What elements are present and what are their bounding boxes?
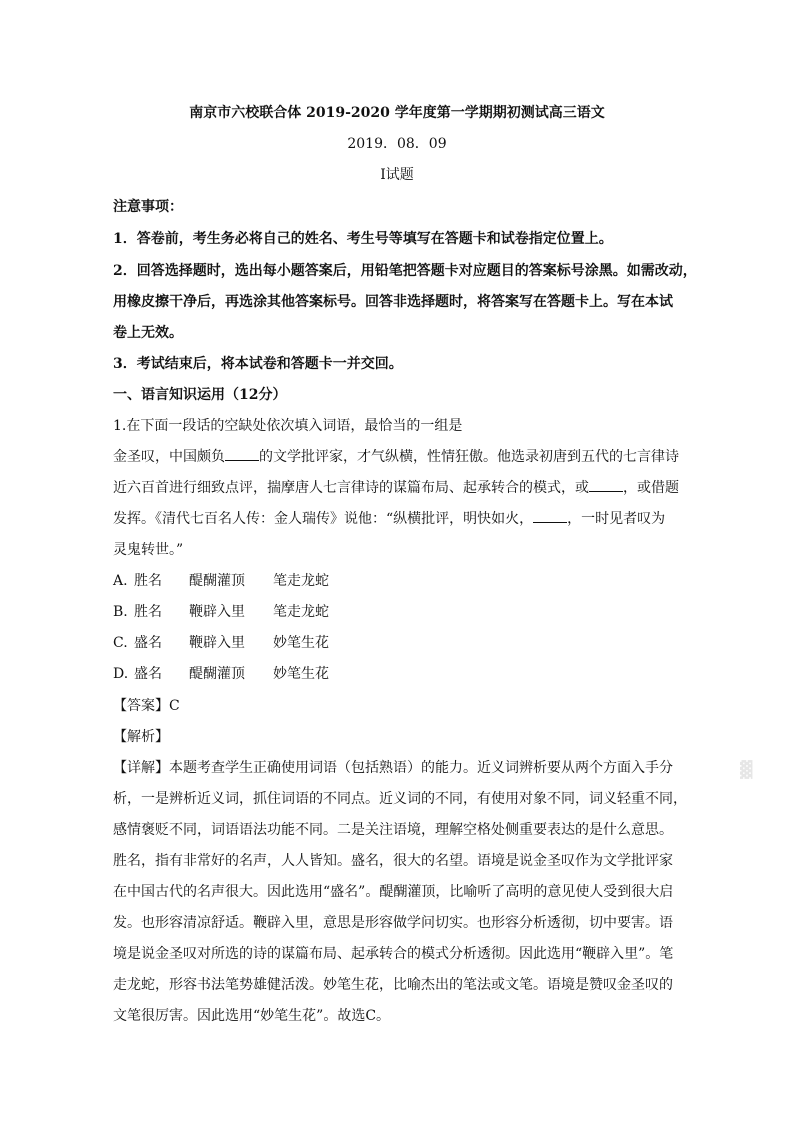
watermark-mark: ▓ xyxy=(740,760,753,779)
section-heading: 一、语言知识运用（12分） xyxy=(113,387,287,403)
option-letter: D. xyxy=(113,666,129,682)
question-paragraph-line xyxy=(113,448,679,466)
analysis-line: 走龙蛇，形容书法笔势雄健活泼。妙笔生花，比喻杰出的笔法或文笔。语境是赞叹金圣叹的 xyxy=(113,977,673,993)
paragraph-text: 近六百首进行细致点评，揣摩唐人七言律诗的谋篇布局、起承转合的模式，或 xyxy=(113,480,589,496)
option-word-1: 胜名 xyxy=(134,604,162,620)
paragraph-text: 发挥。《清代七百名人传：金人瑞传》说他：“纵横批评，明快如火， xyxy=(113,511,534,527)
document-title: 南京市六校联合体 2019-2020 学年度第一学期期初测试高三语文 xyxy=(189,105,605,121)
option-word-1: 盛名 xyxy=(134,666,162,682)
analysis-line: 析，一是辨析近义词，抓住词语的不同点。近义词的不同，有使用对象不同，词义轻重不同， xyxy=(113,791,687,807)
analysis-heading: 【解析】 xyxy=(113,729,169,745)
analysis-line: 【详解】本题考查学生正确使用词语（包括熟语）的能力。近义词辨析要从两个方面入手分 xyxy=(113,760,673,776)
analysis-line: 感情褒贬不同，词语语法功能不同。二是关注语境，理解空格处侧重要表达的是什么意思。 xyxy=(113,822,673,838)
paragraph-text: 的文学批评家，才气纵横，性情狂傲。他选录初唐到五代的七言律诗 xyxy=(259,449,679,465)
paragraph-text: ，或借题 xyxy=(623,480,679,496)
notice-item: 1．答卷前，考生务必将自己的姓名、考生号等填写在答题卡和试卷指定位置上。 xyxy=(113,231,613,247)
document-subtitle: Ⅰ试题 xyxy=(380,167,414,183)
option-word-2: 醍醐灌顶 xyxy=(189,573,245,589)
analysis-line: 胜名，指有非常好的名声，人人皆知。盛名，很大的名望。语境是说金圣叹作为文学批评家 xyxy=(113,853,673,869)
question-paragraph-line xyxy=(113,479,679,497)
option-word-2: 鞭辟入里 xyxy=(189,635,245,651)
option-letter: B. xyxy=(113,604,128,620)
question-paragraph-line xyxy=(113,510,665,528)
analysis-line: 境是说金圣叹对所选的诗的谋篇布局、起承转合的模式分析透彻。因此选用“鞭辟入里”。笔 xyxy=(113,946,674,962)
answer-line: 【答案】C xyxy=(113,698,180,714)
option-word-3: 笔走龙蛇 xyxy=(273,573,329,589)
fill-blank xyxy=(589,479,623,492)
option-letter: C. xyxy=(113,635,128,651)
option-word-3: 妙笔生花 xyxy=(273,635,329,651)
notice-item: 3．考试结束后，将本试卷和答题卡一并交回。 xyxy=(113,356,403,372)
analysis-line: 在中国古代的名声很大。因此选用“盛名”。醍醐灌顶，比喻听了高明的意见使人受到很大启 xyxy=(113,884,674,900)
option-word-1: 胜名 xyxy=(134,573,162,589)
analysis-line: 文笔很厉害。因此选用“妙笔生花”。故选C。 xyxy=(113,1008,391,1024)
fill-blank xyxy=(533,510,567,523)
question-stem: 1.在下面一段话的空缺处依次填入词语，最恰当的一组是 xyxy=(113,418,463,434)
option-word-2: 醍醐灌顶 xyxy=(189,666,245,682)
option-word-2: 鞭辟入里 xyxy=(189,604,245,620)
option-word-3: 妙笔生花 xyxy=(273,666,329,682)
notice-item: 2．回答选择题时，选出每小题答案后，用铅笔把答题卡对应题目的答案标号涂黑。如需改动， xyxy=(113,263,697,279)
notice-item: 卷上无效。 xyxy=(113,325,183,341)
notice-item: 用橡皮擦干净后，再选涂其他答案标号。回答非选择题时，将答案写在答题卡上。写在本试 xyxy=(113,294,673,310)
fill-blank xyxy=(225,448,259,461)
option-word-3: 笔走龙蛇 xyxy=(273,604,329,620)
paragraph-text: ，一时见者叹为 xyxy=(567,511,666,527)
notice-heading: 注意事项： xyxy=(113,199,183,215)
paragraph-text: 金圣叹，中国颇负 xyxy=(113,449,225,465)
option-letter: A. xyxy=(113,573,128,589)
option-word-1: 盛名 xyxy=(134,635,162,651)
analysis-line: 发。也形容清凉舒适。鞭辟入里，意思是形容做学问切实。也形容分析透彻，切中要害。语 xyxy=(113,915,673,931)
question-paragraph-line: 灵鬼转世。” xyxy=(113,542,184,558)
document-date: 2019．08．09 xyxy=(347,136,447,152)
